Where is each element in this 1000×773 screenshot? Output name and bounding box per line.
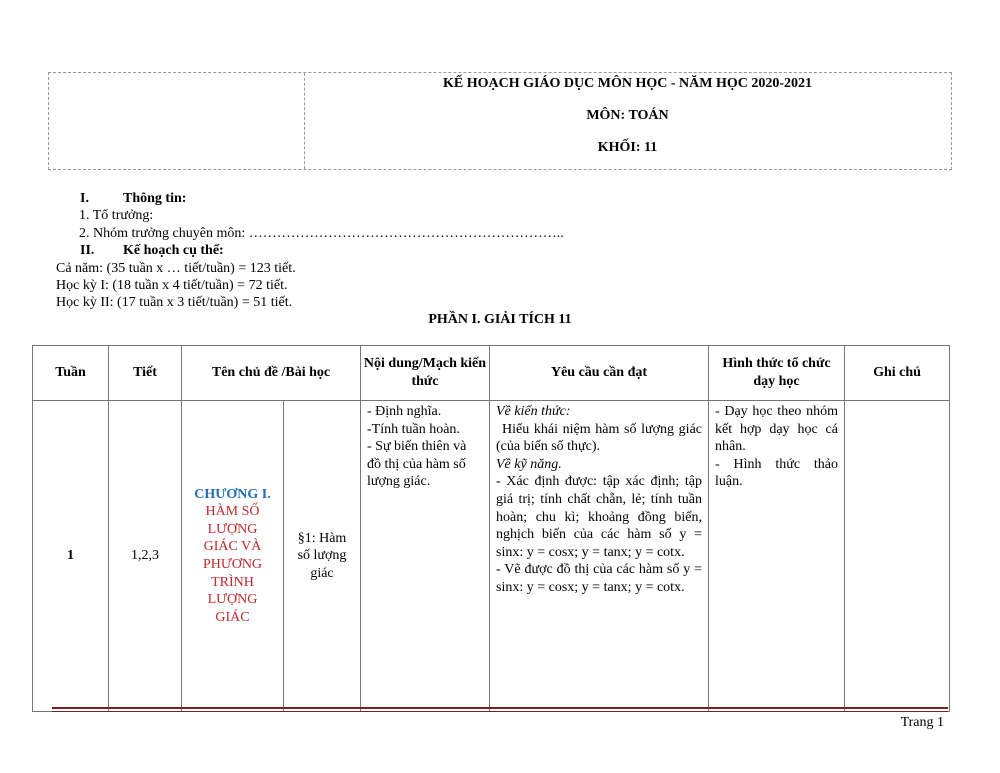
info-item-group-leader: 2. Nhóm trưởng chuyên môn: …………………………………………………………..: [79, 226, 564, 241]
header-content: Nội dung/Mạch kiến thức: [361, 346, 490, 401]
header-requirement: Yêu cầu cần đạt: [490, 346, 709, 401]
plan-line-semester1: Học kỳ I: (18 tuần x 4 tiết/tuần) = 72 tiết.: [56, 278, 288, 293]
header-period: Tiết: [109, 346, 182, 401]
form-text-2: - Hình thức thảo luận.: [715, 456, 838, 490]
content-line: - Sự biến thiên và đồ thị của hàm số lượng giác.: [367, 439, 467, 490]
header-topic: Tên chủ đề /Bài học: [182, 346, 361, 401]
section2-title: Kế hoạch cụ thể:: [123, 243, 224, 258]
subject-label: MÔN: TOÁN: [586, 108, 669, 123]
skill-text-2: - Vẽ được đồ thị của các hàm số y = sinx: y = cosx; y = tanx; y = cotx.: [496, 562, 702, 595]
document-header-box: [48, 72, 952, 170]
skill-text-1: - Xác định được: tập xác định; tập giá trị; tính chất chẵn, lẻ; tính tuần hoàn; chu kì; khoảng đồng biến, nghịch biến của các hàm số y = sinx: y = cosx; y = tanx; y = cotx.: [496, 474, 702, 560]
part-title: PHẦN I. GIẢI TÍCH 11: [428, 312, 572, 327]
page-number: Trang 1: [900, 715, 944, 730]
cell-period: 1,2,3: [109, 401, 182, 712]
chapter-heading: CHƯƠNG I.: [194, 486, 271, 502]
section2-number: II.: [80, 243, 95, 258]
lesson-plan-table: [32, 345, 950, 712]
document-title: KẾ HOẠCH GIÁO DỤC MÔN HỌC - NĂM HỌC 2020-2021: [442, 76, 813, 91]
content-line: -Tính tuần hoàn.: [367, 421, 460, 437]
header-teaching-form: Hình thức tổ chức dạy học: [709, 346, 845, 401]
knowledge-heading: Về kiến thức:: [496, 404, 571, 419]
cell-content: [361, 401, 490, 712]
footer-rule-thin: [52, 711, 948, 712]
table-row: [33, 401, 950, 712]
grade-label: KHỐI: 11: [597, 140, 658, 155]
skill-heading: Về kỹ năng.: [496, 456, 562, 472]
plan-line-semester2: Học kỳ II: (17 tuần x 3 tiết/tuần) = 51 tiết.: [56, 295, 293, 310]
table-header-row: [33, 346, 950, 401]
form-text-1: - Dạy học theo nhóm kết hợp dạy học cá nhân.: [715, 404, 838, 455]
cell-chapter: [182, 401, 284, 712]
header-week: Tuần: [33, 346, 109, 401]
header-note: Ghi chú: [845, 346, 950, 401]
header-right-cell: [304, 73, 951, 169]
cell-lesson: §1: Hàm số lượng giác: [284, 401, 361, 712]
knowledge-text: Hiểu khái niệm hàm số lượng giác (của biến số thực).: [496, 421, 702, 455]
section1-number: I.: [80, 191, 89, 206]
chapter-title: HÀM SỐ LƯỢNG GIÁC VÀ PHƯƠNG TRÌNH LƯỢNG GIÁC: [202, 504, 263, 625]
cell-requirement: [490, 401, 709, 712]
footer-rule: [52, 707, 948, 709]
info-item-leader: 1. Tổ trưởng:: [79, 208, 154, 223]
header-left-cell: [49, 73, 305, 169]
cell-teaching-form: [709, 401, 845, 712]
cell-week: 1: [33, 401, 109, 712]
cell-note: [845, 401, 950, 712]
plan-line-year: Cả năm: (35 tuần x … tiết/tuần) = 123 tiết.: [56, 261, 296, 276]
section1-title: Thông tin:: [123, 191, 187, 206]
content-line: - Định nghĩa.: [367, 404, 442, 419]
